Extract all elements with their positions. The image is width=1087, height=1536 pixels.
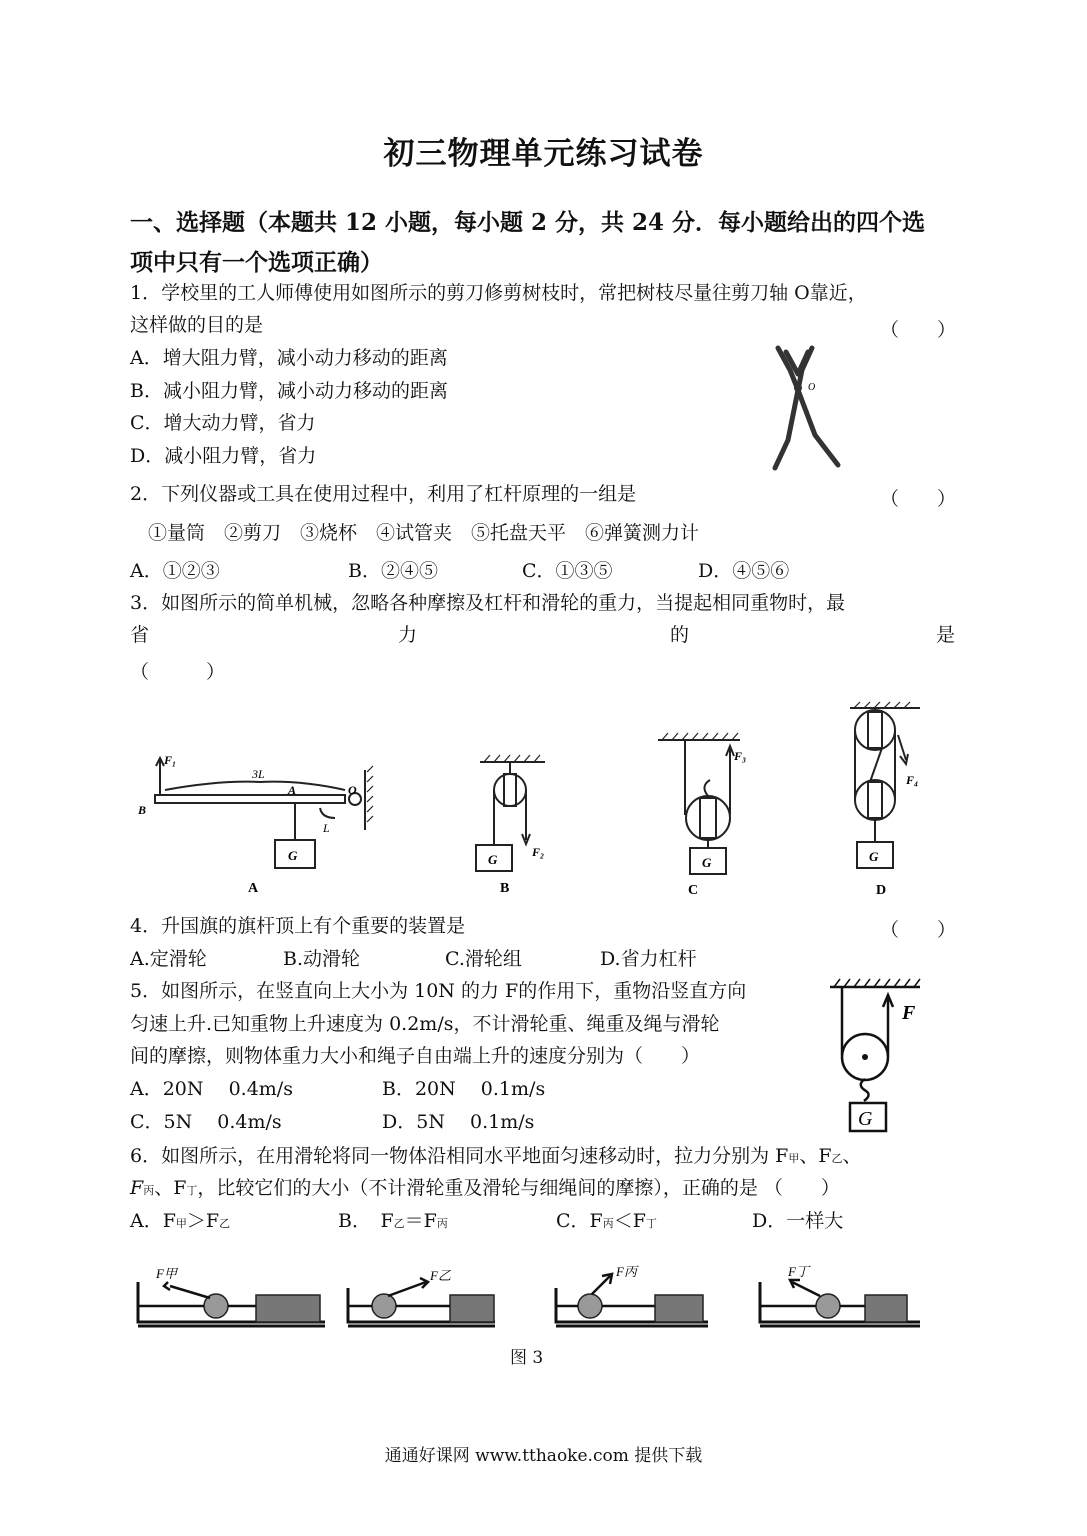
page-footer: 通通好课网 www.tthaoke.com 提供下载	[384, 1446, 703, 1466]
q2-answer-paren: （ ）	[880, 488, 957, 510]
figure-a-force: F₁	[164, 753, 177, 767]
figure-a-l: L	[323, 821, 330, 835]
section-heading	[130, 203, 960, 283]
q5-line2: 匀速上升.已知重物上升速度为 0.2m/s，不计滑轮重、绳重及绳与滑轮	[130, 1013, 720, 1035]
figure-c-force: F₃	[734, 749, 747, 763]
scissors-o-label: O	[808, 382, 816, 393]
figure-d-weight: G	[869, 849, 879, 864]
q6-line2	[130, 1172, 840, 1207]
q2-option-c: C．①③⑤	[522, 560, 613, 582]
section-heading-line2: 项中只有一个选项正确）	[130, 249, 383, 276]
q5-pulley-figure	[826, 975, 946, 1135]
figure-b-force: F₂	[532, 845, 545, 859]
q2-items: ①量筒 ②剪刀 ③烧杯 ④试管夹 ⑤托盘天平 ⑥弹簧测力计	[148, 522, 700, 544]
q1-option-a: A．增大阻力臂，减小动力移动的距离	[130, 347, 448, 369]
figure-d-caption: D	[876, 883, 887, 898]
q2-option-a: A．①②③	[130, 560, 220, 582]
q3-figure-c	[650, 720, 760, 900]
q1-option-c: C．增大动力臂，省力	[130, 412, 316, 434]
q6-sep: 、F	[799, 1145, 832, 1167]
q3-figure-d	[840, 700, 950, 900]
q6-line2-mid: 、F	[154, 1177, 187, 1199]
q5-option-a: A．20N 0.4m/s	[130, 1078, 293, 1100]
q3-line1: 3．如图所示的简单机械，忽略各种摩擦及杠杆和滑轮的重力，当提起相同重物时，最	[130, 592, 846, 614]
q6-option-b: B． F乙＝F丙	[338, 1210, 448, 1232]
q3-figure-a	[130, 740, 390, 900]
figure-d-force: F₄	[906, 773, 919, 787]
figure-a-caption: A	[248, 881, 259, 896]
figure-c-caption: C	[688, 883, 699, 898]
q1-answer-paren: （ ）	[880, 319, 957, 341]
q4-option-c: C.滑轮组	[445, 948, 522, 970]
q3-figure-b	[460, 750, 560, 900]
q4-option-d: D.省力杠杆	[600, 948, 697, 970]
q2-option-b: B．②④⑤	[348, 560, 438, 582]
q5-option-b: B．20N 0.1m/s	[382, 1078, 546, 1100]
q4-options	[130, 943, 790, 975]
q6-sub-bing: 丙	[143, 1184, 155, 1197]
q6-line2-post: ，比较它们的大小（不计滑轮重及滑轮与细绳间的摩擦），正确的是 （ ）	[197, 1177, 840, 1199]
figure-b-weight: G	[488, 852, 498, 867]
figure-a-b-label: B	[138, 803, 147, 817]
q4-option-a: A.定滑轮	[130, 948, 207, 970]
q6-line1: 6．如图所示，在用滑轮将同一物体沿相同水平地面匀速移动时，拉力分别为 F甲、F乙、	[130, 1145, 862, 1167]
q5-line1: 5．如图所示，在竖直向上大小为 10N 的力 F的作用下，重物沿竖直方向	[130, 980, 747, 1002]
figure-c-weight: G	[702, 855, 712, 870]
q1-option-d: D．减小阻力臂，省力	[130, 445, 317, 467]
q4-option-b: B.动滑轮	[283, 948, 361, 970]
q1-option-b: B．减小阻力臂，减小动力移动的距离	[130, 380, 448, 402]
figure-a-weight: G	[288, 848, 298, 863]
q6-sub-yi: 乙	[831, 1152, 843, 1165]
q5-options-row2	[130, 1106, 730, 1138]
q3-answer-paren: （ ）	[130, 661, 226, 683]
figure-a-3l: 3L	[252, 767, 265, 781]
q5-figure-weight: G	[858, 1108, 873, 1130]
q4-line1: 4．升国旗的旗杆顶上有个重要的装置是	[130, 915, 466, 937]
q1-line1: 1．学校里的工人师傅使用如图所示的剪刀修剪树枝时，常把树枝尽量往剪刀轴 O靠近，	[130, 282, 867, 304]
q3-word-3: 的	[670, 624, 690, 646]
figure-a-o-label: O	[348, 783, 357, 797]
q1-line2: 这样做的目的是	[130, 314, 264, 336]
q6-sub-jia: 甲	[788, 1152, 800, 1165]
section-heading-line1: 一、选择题（本题共 12 小题，每小题 2 分，共 24 分．每小题给出的四个选	[130, 209, 926, 236]
q6-line2-f: F	[130, 1177, 144, 1199]
q5-option-d: D．5N 0.1m/s	[382, 1111, 535, 1133]
q4-answer-paren: （ ）	[880, 919, 957, 941]
q6-figure-label-2: F乙	[430, 1268, 451, 1283]
q6-option-c: C．F丙＜F丁	[556, 1210, 657, 1232]
q6-figure-label-3: F丙	[616, 1264, 637, 1279]
q3-line2	[130, 619, 960, 651]
page-title: 初三物理单元练习试卷	[383, 136, 704, 172]
q6-options	[130, 1205, 960, 1237]
q2-option-d: D．④⑤⑥	[698, 560, 790, 582]
q5-figure-force: F	[902, 1002, 916, 1024]
q6-line1-text: 6．如图所示，在用滑轮将同一物体沿相同水平地面匀速移动时，拉力分别为 F	[130, 1145, 789, 1167]
q6-figure-label-1: F甲	[156, 1266, 177, 1281]
q5-option-c: C．5N 0.4m/s	[130, 1111, 282, 1133]
q5-options-row1	[130, 1073, 730, 1105]
q6-figure-label-4: F丁	[788, 1264, 809, 1279]
q2-line1: 2．下列仪器或工具在使用过程中，利用了杠杆原理的一组是	[130, 483, 637, 505]
q2-options	[130, 555, 960, 587]
q6-option-a: A．F甲＞F乙	[130, 1210, 231, 1232]
q6-figure-caption: 图 3	[510, 1348, 544, 1368]
q5-line3: 间的摩擦，则物体重力大小和绳子自由端上升的速度分别为（ ）	[130, 1045, 701, 1067]
q3-word-4: 是	[936, 624, 956, 646]
q6-figure-3	[130, 1262, 930, 1337]
q3-word-2: 力	[398, 624, 418, 646]
figure-b-caption: B	[500, 881, 510, 896]
figure-a-a-label: A	[288, 783, 297, 797]
q6-option-d: D．一样大	[752, 1210, 844, 1232]
scissors-figure	[760, 340, 850, 475]
q6-sub-ding: 丁	[186, 1184, 198, 1197]
q3-word-1: 省	[130, 624, 150, 646]
